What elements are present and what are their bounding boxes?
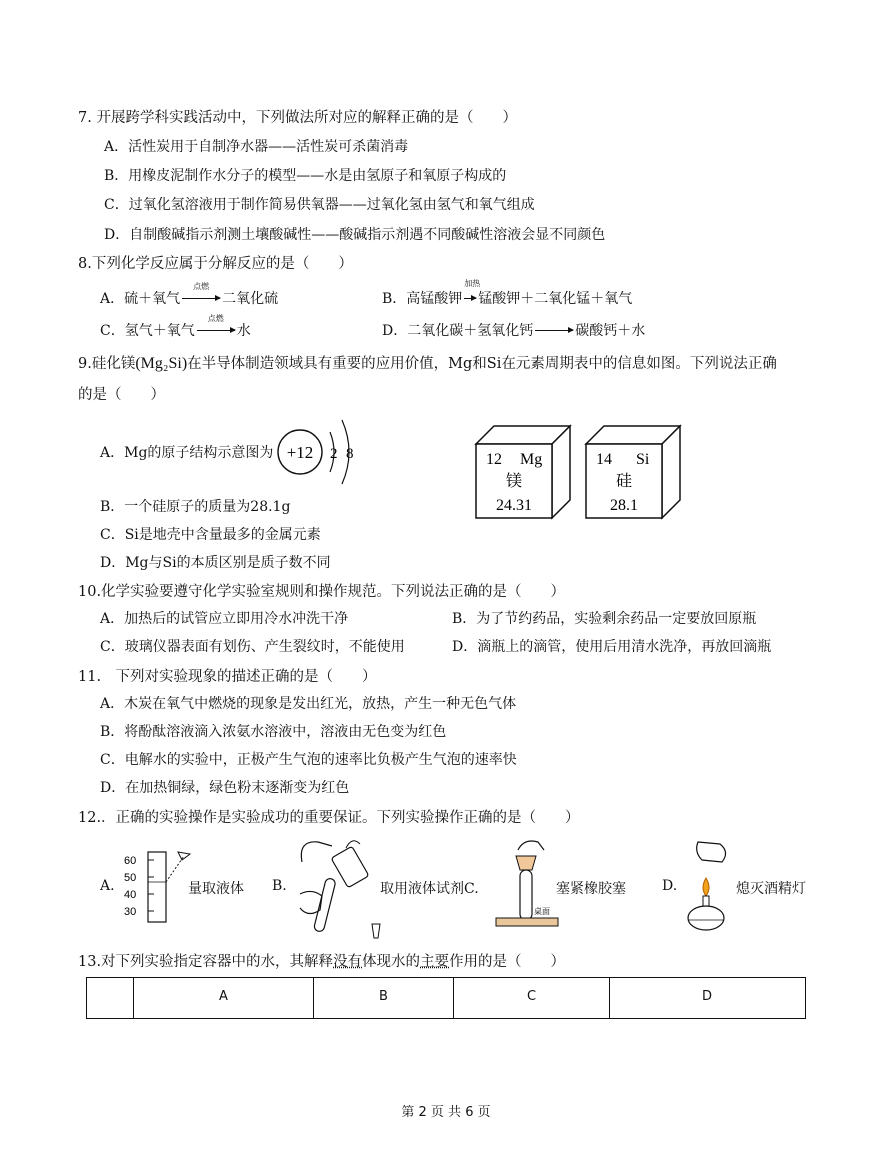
q7-option-b: B．用橡皮泥制作水分子的模型——水是由氢原子和氧原子构成的 [104, 168, 507, 184]
q12-option-b-label: 取用液体试剂C. [380, 881, 479, 897]
stopper-tube-figure [494, 836, 560, 940]
q11-stem: 11. 下列对实验现象的描述正确的是（ ） [78, 669, 377, 685]
q8-d-reactants: D．二氧化碳＋氢氧化钙 [382, 323, 534, 339]
hand-icon [518, 841, 544, 850]
q13-stem-middle: 体现水的 [362, 954, 421, 970]
q13-table-header [86, 977, 806, 1019]
q10-stem: 10.化学实验要遵守化学实验室规则和操作规范。下列说法正确的是（ ） [78, 584, 566, 600]
q7-option-a: A．活性炭用于自制净水器——活性炭可杀菌消毒 [104, 139, 409, 155]
q10-option-a: A．加热后的试管应立即用冷水冲洗干净 [100, 611, 349, 627]
q8-c-reactants: C．氢气＋氧气 [100, 323, 195, 339]
cylinder-tick: 30 [124, 906, 137, 918]
q9-option-b: B．一个硅原子的质量为28.1g [100, 499, 291, 515]
mg-atomic-number: 12 [486, 451, 502, 468]
si-atomic-mass: 28.1 [610, 497, 638, 514]
table-cell: B [314, 978, 454, 1018]
si-name: 硅 [615, 471, 633, 490]
q9-option-a: A．Mg的原子结构示意图为 [100, 445, 274, 461]
shell-1-electrons: 2 [330, 446, 338, 462]
q9-option-c: C．Si是地壳中含量最多的金属元素 [100, 527, 321, 543]
q13-emphasis-main: 主要 [420, 954, 450, 970]
flame-icon [703, 878, 709, 896]
q10-option-b: B．为了节约药品，实验剩余药品一定要放回原瓶 [452, 611, 757, 627]
table-cell [87, 978, 134, 1018]
q8-stem: 8.下列化学反应属于分解反应的是（ ） [78, 256, 353, 272]
q8-b-products: 锰酸钾＋二氧化锰＋氧气 [478, 291, 633, 307]
bottle-stopper [372, 924, 380, 938]
q8-option-a [100, 282, 279, 308]
desk [496, 918, 558, 926]
mg-atom-diagram [272, 410, 372, 490]
reaction-condition: 点燃 [207, 314, 224, 323]
nucleus-charge: +12 [286, 443, 314, 462]
reaction-arrow [535, 323, 573, 339]
q13-stem-end: 作用的是（ ） [449, 954, 566, 970]
pour-liquid-figure [292, 834, 384, 946]
q9-stem-middle: 在半导体制造领域具有重要的应用价值，Mg和Si在元素周期表中的信息如图。下列说法正确 [187, 356, 777, 372]
q7-option-c: C．过氧化氢溶液用于制作简易供氧器——过氧化氢由氢气和氧气组成 [104, 197, 535, 213]
q13-stem-start: 13.对下列实验指定容器中的水，其解释 [78, 954, 334, 970]
si-element-card [584, 424, 684, 520]
si-atomic-number: 14 [596, 451, 612, 468]
reaction-condition: 加热 [464, 279, 481, 288]
q8-option-b [382, 279, 633, 308]
page-number: 第 2 页 共 6 页 [401, 1105, 491, 1120]
q11-option-a: A．木炭在氧气中燃烧的现象是发出红光，放热，产生一种无色气体 [100, 696, 517, 712]
q9-stem-start: 9.硅化镁 [78, 356, 136, 372]
cylinder-tick: 40 [124, 889, 137, 901]
q13-emphasis-none: 没有 [333, 954, 363, 970]
q9-stem [78, 352, 777, 373]
q9-stem-end: 的是（ ） [78, 387, 165, 403]
hand-icon [697, 842, 726, 862]
mg-element-card [474, 424, 574, 520]
cylinder-tick: 60 [124, 855, 137, 867]
q10-option-d: D．滴瓶上的滴管，使用后用清水洗净，再放回滴瓶 [452, 639, 772, 655]
desk-label: 桌面 [534, 907, 550, 916]
q8-b-reactants: B．高锰酸钾 [382, 291, 463, 307]
test-tube [520, 870, 532, 920]
q10-option-c: C．玻璃仪器表面有划伤、产生裂纹时，不能使用 [100, 639, 405, 655]
cylinder-tick: 50 [124, 872, 137, 884]
q12-option-c-label: 塞紧橡胶塞 [556, 881, 626, 897]
q8-option-c [100, 314, 251, 340]
graduated-cylinder-figure [118, 846, 198, 926]
q8-option-d [382, 320, 645, 340]
reaction-arrow [182, 282, 220, 307]
q11-option-c: C．电解水的实验中，正极产生气泡的速率比负极产生气泡的速率快 [100, 752, 517, 768]
test-tube [313, 878, 336, 933]
mg-symbol: Mg [520, 451, 543, 468]
q8-a-reactants: A．硫＋氧气 [100, 291, 181, 307]
q8-c-products: 水 [236, 323, 251, 339]
q11-option-d: D．在加热铜绿，绿色粉末逐渐变为红色 [100, 780, 350, 796]
q8-d-products: 碳酸钙＋水 [575, 323, 646, 339]
rubber-stopper [516, 856, 536, 870]
q8-a-products: 二氧化硫 [222, 291, 279, 307]
reaction-arrow [197, 314, 235, 339]
mg-atomic-mass: 24.31 [496, 497, 532, 514]
q11-option-b: B．将酚酞溶液滴入浓氨水溶液中，溶液由无色变为红色 [100, 724, 447, 740]
q12-option-d-label: 熄灭酒精灯 [736, 881, 806, 897]
q7-stem: 7. 开展跨学科实践活动中，下列做法所对应的解释正确的是（ ） [78, 110, 517, 126]
alcohol-lamp [688, 906, 724, 930]
q12-option-a-letter: A. [100, 878, 115, 894]
reagent-bottle [331, 846, 369, 887]
si-symbol: Si [636, 451, 650, 468]
q12-option-d-letter: D. [662, 878, 678, 894]
q13-stem [78, 950, 565, 971]
reaction-condition: 点燃 [193, 282, 210, 291]
alcohol-lamp-figure [680, 838, 734, 936]
q9-formula: (Mg₂Si) [135, 355, 188, 372]
table-cell: D [701, 989, 712, 1004]
reaction-arrow [464, 279, 481, 307]
mg-name: 镁 [505, 471, 523, 490]
q12-option-b-letter: B. [272, 878, 287, 894]
hand-icon [301, 842, 332, 862]
table-cell: C [454, 978, 610, 1018]
shell-2-electrons: 8 [346, 446, 354, 462]
q7-option-d: D．自制酸碱指示剂测土壤酸碱性——酸碱指示剂遇不同酸碱性溶液会显不同颜色 [104, 227, 606, 243]
q12-option-a-label: 量取液体 [188, 881, 244, 897]
q9-option-d: D．Mg与Si的本质区别是质子数不同 [100, 555, 331, 571]
table-cell: A [134, 978, 314, 1018]
q12-stem: 12.．正确的实验操作是实验成功的重要保证。下列实验操作正确的是（ ） [78, 810, 580, 826]
